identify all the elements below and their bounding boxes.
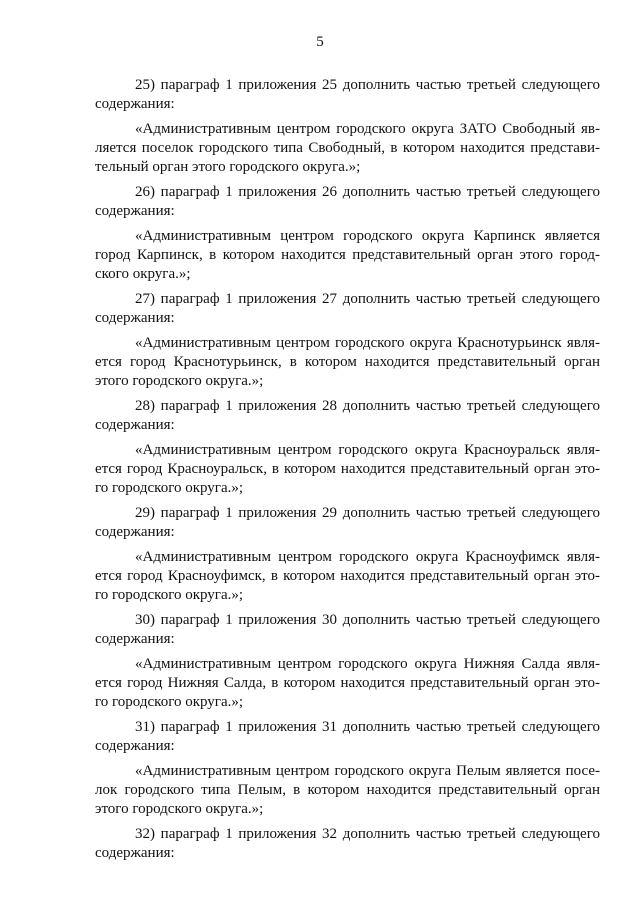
text-line: содержания: xyxy=(95,738,175,754)
amendment-quote xyxy=(95,655,600,712)
text-line: ется город Краснотурьинск, в котором находится представительный орган xyxy=(95,354,600,370)
text-line: ляется поселок городского типа Свободный, в котором находится представи- xyxy=(95,140,600,156)
text-line: содержания: xyxy=(95,310,175,326)
amendment-item xyxy=(95,76,600,177)
text-line: «Административным центром городского округа Красноуфимск явля- xyxy=(135,549,600,565)
amendment-item xyxy=(95,290,600,391)
amendment-quote xyxy=(95,441,600,498)
text-line: «Административным центром городского округа Карпинск является xyxy=(135,228,600,244)
text-line: содержания: xyxy=(95,845,175,861)
text-line: «Административным центром городского округа ЗАТО Свободный яв- xyxy=(135,121,600,137)
amendment-instruction xyxy=(95,76,600,114)
amendment-instruction xyxy=(95,397,600,435)
text-line: лок городского типа Пелым, в котором находится представительный орган xyxy=(95,782,600,798)
text-line: «Административным центром городского округа Краснотурьинск явля- xyxy=(135,335,600,351)
amendment-instruction xyxy=(95,718,600,756)
text-line: го городского округа.»; xyxy=(95,480,244,496)
text-line: содержания: xyxy=(95,524,175,540)
text-line: город Карпинск, в котором находится представительный орган этого город- xyxy=(95,247,600,263)
amendment-instruction xyxy=(95,290,600,328)
text-line: ется город Красноуральск, в котором находится представительный орган это- xyxy=(95,461,600,477)
document-body xyxy=(95,76,600,869)
text-line: ется город Нижняя Салда, в котором находится представительный орган это- xyxy=(95,675,600,691)
text-line: содержания: xyxy=(95,96,175,112)
text-line: «Административным центром городского округа Красноуральск явля- xyxy=(135,442,600,458)
text-line: го городского округа.»; xyxy=(95,694,244,710)
text-line: 26) параграф 1 приложения 26 дополнить частью третьей следующего xyxy=(135,184,600,200)
amendment-quote xyxy=(95,548,600,605)
text-line: 29) параграф 1 приложения 29 дополнить частью третьей следующего xyxy=(135,505,600,521)
text-line: 25) параграф 1 приложения 25 дополнить частью третьей следующего xyxy=(135,77,600,93)
amendment-instruction xyxy=(95,183,600,221)
text-line: ется город Красноуфимск, в котором находится представительный орган это- xyxy=(95,568,600,584)
text-line: 27) параграф 1 приложения 27 дополнить частью третьей следующего xyxy=(135,291,600,307)
amendment-item xyxy=(95,611,600,712)
text-line: 28) параграф 1 приложения 28 дополнить частью третьей следующего xyxy=(135,398,600,414)
text-line: «Административным центром городского округа Пелым является посе- xyxy=(135,763,600,779)
text-line: содержания: xyxy=(95,203,175,219)
text-line: тельный орган этого городского округа.»; xyxy=(95,159,361,175)
text-line: содержания: xyxy=(95,631,175,647)
amendment-quote xyxy=(95,227,600,284)
amendment-quote xyxy=(95,334,600,391)
text-line: этого городского округа.»; xyxy=(95,373,264,389)
amendment-item xyxy=(95,718,600,819)
text-line: «Административным центром городского округа Нижняя Салда явля- xyxy=(135,656,600,672)
amendment-instruction xyxy=(95,825,600,863)
amendment-item xyxy=(95,183,600,284)
amendment-item xyxy=(95,504,600,605)
amendment-item xyxy=(95,397,600,498)
amendment-quote xyxy=(95,762,600,819)
text-line: 30) параграф 1 приложения 30 дополнить частью третьей следующего xyxy=(135,612,600,628)
text-line: 31) параграф 1 приложения 31 дополнить частью третьей следующего xyxy=(135,719,600,735)
amendment-instruction xyxy=(95,504,600,542)
amendment-instruction xyxy=(95,611,600,649)
text-line: ского округа.»; xyxy=(95,266,191,282)
amendment-item xyxy=(95,825,600,863)
amendment-quote xyxy=(95,120,600,177)
text-line: 32) параграф 1 приложения 32 дополнить частью третьей следующего xyxy=(135,826,600,842)
page-number: 5 xyxy=(316,34,324,50)
text-line: содержания: xyxy=(95,417,175,433)
text-line: го городского округа.»; xyxy=(95,587,244,603)
text-line: этого городского округа.»; xyxy=(95,801,264,817)
